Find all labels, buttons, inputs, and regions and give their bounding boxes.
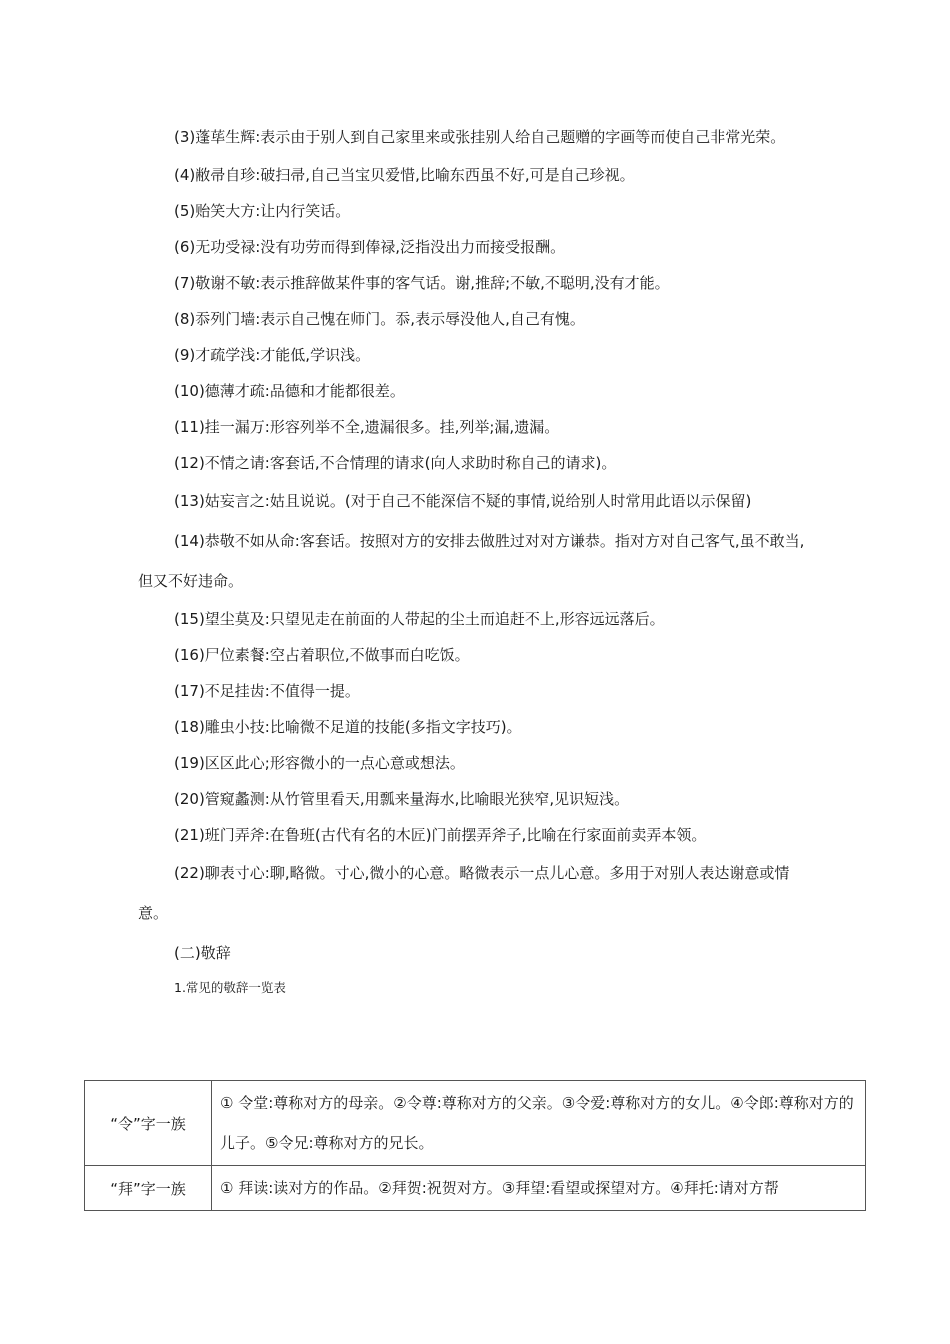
- list-item: (3)蓬荜生辉:表示由于别人到自己家里来或张挂别人给自己题赠的字画等而使自己非常光荣。: [174, 128, 786, 146]
- section-title: (二)敬辞: [174, 944, 231, 962]
- list-item: (15)望尘莫及:只望见走在前面的人带起的尘土而追赶不上,形容远远落后。: [174, 610, 665, 628]
- list-item: (18)雕虫小技:比喻微不足道的技能(多指文字技巧)。: [174, 718, 522, 736]
- table-row-desc: ① 令堂:尊称对方的母亲。②令尊:尊称对方的父亲。③令爱:尊称对方的女儿。④令郎:尊称对方的儿子。⑤令兄:尊称对方的兄长。: [212, 1081, 866, 1166]
- content-body: [138, 117, 818, 1003]
- list-item: (14)恭敬不如从命:客套话。按照对方的安排去做胜过对对方谦恭。指对方对自己客气,虽不敢当,但又不好违命。: [138, 532, 805, 590]
- list-item: (21)班门弄斧:在鲁班(古代有名的木匠)门前摆弄斧子,比喻在行家面前卖弄本领。: [174, 826, 707, 844]
- table-row-label: “令”字一族: [85, 1081, 212, 1166]
- list-item: (19)区区此心;形容微小的一点心意或想法。: [174, 754, 465, 772]
- list-item: (9)才疏学浅:才能低,学识浅。: [174, 346, 371, 364]
- table-row: [85, 1166, 866, 1211]
- list-item: (6)无功受禄:没有功劳而得到俸禄,泛指没出力而接受报酬。: [174, 238, 566, 256]
- honorifics-table: [84, 1080, 866, 1211]
- table-row-label: “拜”字一族: [85, 1166, 212, 1211]
- list-item: (22)聊表寸心:聊,略微。寸心,微小的心意。略微表示一点儿心意。多用于对别人表达谢意或情意。: [138, 864, 790, 922]
- table-caption: 1.常见的敬辞一览表: [174, 980, 286, 995]
- list-item: (8)忝列门墙:表示自己愧在师门。忝,表示辱没他人,自己有愧。: [174, 310, 585, 328]
- list-item: (20)管窥蠡测:从竹管里看天,用瓢来量海水,比喻眼光狭窄,见识短浅。: [174, 790, 630, 808]
- list-item: (10)德薄才疏:品德和才能都很差。: [174, 382, 405, 400]
- list-item: (7)敬谢不敏:表示推辞做某件事的客气话。谢,推辞;不敏,不聪明,没有才能。: [174, 274, 670, 292]
- list-item: (5)贻笑大方:让内行笑话。: [174, 202, 351, 220]
- list-item: (16)尸位素餐:空占着职位,不做事而白吃饭。: [174, 646, 470, 664]
- list-item: (17)不足挂齿:不值得一提。: [174, 682, 360, 700]
- list-item: (13)姑妄言之:姑且说说。(对于自己不能深信不疑的事情,说给别人时常用此语以示保留): [174, 492, 752, 510]
- table-row: [85, 1081, 866, 1166]
- table-row-desc: ① 拜读:读对方的作品。②拜贺:祝贺对方。③拜望:看望或探望对方。④拜托:请对方帮: [212, 1166, 866, 1211]
- list-item: (12)不情之请:客套话,不合情理的请求(向人求助时称自己的请求)。: [174, 454, 617, 472]
- list-item: (4)敝帚自珍:破扫帚,自己当宝贝爱惜,比喻东西虽不好,可是自己珍视。: [174, 166, 635, 184]
- list-item: (11)挂一漏万:形容列举不全,遗漏很多。挂,列举;漏,遗漏。: [174, 418, 560, 436]
